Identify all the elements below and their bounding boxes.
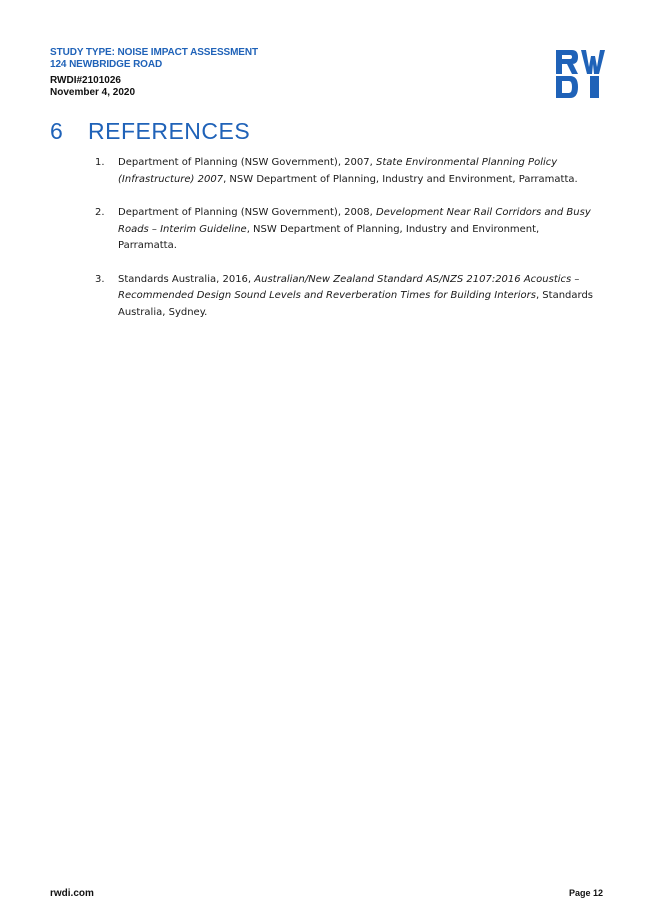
- report-date: November 4, 2020: [50, 87, 136, 98]
- reference-text: Department of Planning (NSW Government), 2007,: [118, 157, 376, 168]
- document-header: [50, 47, 258, 99]
- reference-title: State Environmental Planning Policy (Infrastructure) 2007: [118, 157, 558, 185]
- reference-title: Development Near Rail Corridors and Busy Roads – Interim Guideline: [118, 207, 591, 235]
- section-heading: [50, 118, 250, 145]
- reference-text: , NSW Department of Planning, Industry and Environment, Parramatta.: [223, 173, 578, 185]
- section-number: 6: [50, 118, 64, 144]
- reference-item: [95, 272, 595, 322]
- site-address: 124 NEWBRIDGE ROAD: [50, 59, 163, 70]
- section-title: REFERENCES: [88, 118, 251, 144]
- reference-text: , NSW Department of Planning, Industry and Environment, Parramatta.: [118, 223, 540, 251]
- reference-number: 2.: [95, 207, 105, 218]
- rwdi-logo: [556, 50, 605, 98]
- references-list: [95, 155, 595, 338]
- reference-number: 3.: [95, 273, 105, 285]
- reference-text: , Standards Australia, Sydney.: [118, 290, 593, 318]
- footer-page-number: Page 12: [568, 888, 603, 898]
- footer-website: rwdi.com: [50, 888, 94, 899]
- reference-item: [95, 155, 595, 188]
- reference-title: Australian/New Zealand Standard AS/NZS 2107:2016 Acoustics – Recommended Design Sound Levels and Reverberation Times for Building Interiors: [118, 273, 580, 301]
- study-type: STUDY TYPE: NOISE IMPACT ASSESSMENT: [50, 47, 259, 58]
- reference-text: Standards Australia, 2016,: [118, 273, 255, 285]
- reference-text: Department of Planning (NSW Government), 2008,: [118, 207, 376, 218]
- reference-number: 1.: [95, 157, 105, 168]
- reference-item: [95, 205, 595, 255]
- project-number: RWDI#2101026: [50, 75, 121, 86]
